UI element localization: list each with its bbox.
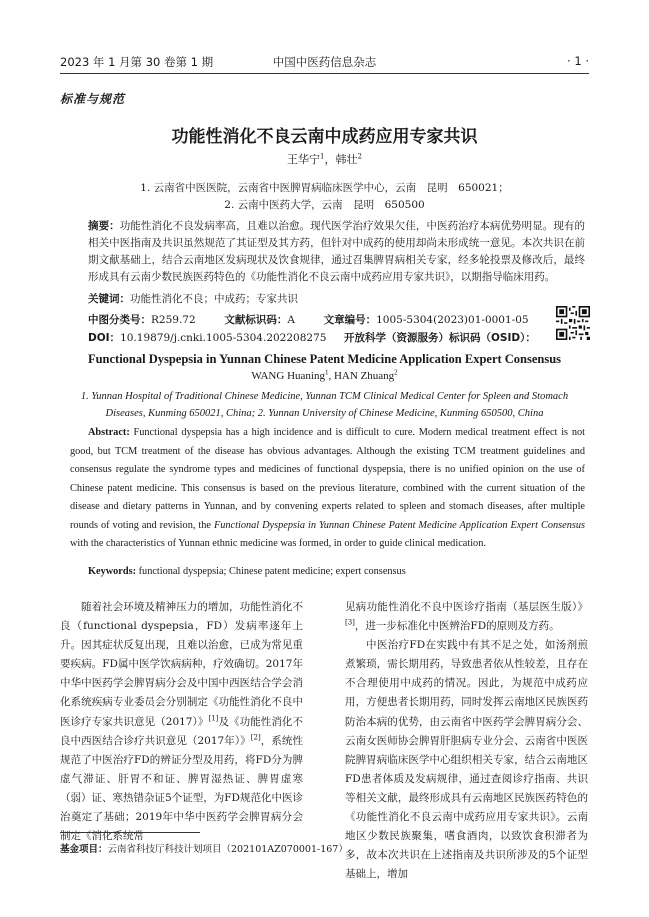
chinese-abstract <box>88 218 585 286</box>
citation[interactable]: [3] <box>345 618 355 627</box>
body-text: ，进一步标准化中医辨治FD的原则及方药。 <box>354 620 560 633</box>
english-author-list <box>0 370 649 382</box>
article-number-label: 文章编号： <box>323 314 377 326</box>
osid-line <box>344 330 536 345</box>
author-affil-mark: 2 <box>357 152 362 161</box>
section-label: 标准与规范 <box>60 92 126 106</box>
author-separator: , <box>328 370 334 382</box>
doi-label: DOI： <box>88 332 121 344</box>
footnote-rule <box>60 832 200 833</box>
author-separator: ， <box>324 153 336 166</box>
author-name: 王华宁 <box>287 153 321 166</box>
author-list <box>0 151 649 167</box>
english-abstract <box>70 424 585 554</box>
body-column-right <box>345 598 588 884</box>
chinese-keywords <box>88 291 585 306</box>
author-affil-mark: 2 <box>394 368 398 377</box>
body-paragraph <box>345 598 588 636</box>
author-name: WANG Huaning <box>251 370 325 382</box>
article-title: 功能性消化不良云南中成药应用专家共识 <box>171 127 478 147</box>
body-text: 及《功能性消化不良中西医结合诊疗共识意见（2017年）》 <box>60 715 303 747</box>
body-text: 中医治疗FD在实践中有其不足之处，如汤剂煎煮繁琐，需长期用药，导致患者依从性较差，且存在不合理使用中成药的情况。因此，为规范中成药应用，方便患者长期用药，同时发挥云南地区民族医药防治本病的优势，由云南省中医药学会脾胃病分会、云南女医师协会脾胃肝胆病专业分会、云南省中医医院脾胃病临床医学中心组织相关专家，结合云南地区FD患者体质及发病规律，通过查阅诊疗指南、共识等相关文献，最终形成具有云南地区民族医药特色的《功能性消化不良云南中成药应用专家共识》。云南地区少数民族聚集，嗜食酒肉，以致饮食积滞者为多，故本次共识在上述指南及共识所涉及的5个证型基础上，增加 <box>345 639 588 881</box>
doi-value: 10.19879/j.cnki.1005-5304.202208275 <box>120 332 327 344</box>
author-affil-mark: 1 <box>320 152 325 161</box>
citation[interactable]: [1] <box>208 714 219 723</box>
article-number-value: 1005-5304(2023)01-0001-05 <box>376 314 529 326</box>
abstract-text: 功能性消化不良发病率高，且难以治愈。现代医学治疗效果欠佳，中医药治疗本病优势明显。现有的相关中医指南及共识虽然规范了其证型及其方药，但针对中成药的使用却尚未形成统一意见。本次共识在前期文献基础上，结合云南地区发病现状及饮食规律，通过召集脾胃病相关专家，经多轮投票及修改后，最终形成具有云南少数民族医药特色的《功能性消化不良云南中成药应用专家共识》，以期指导临床用药。 <box>88 220 586 283</box>
classification-line <box>88 312 529 327</box>
doi-line <box>88 330 326 345</box>
english-title: Functional Dyspepsia in Yunnan Chinese Patent Medicine Application Expert Consensus <box>87 352 562 366</box>
page-number: · 1 · <box>567 54 589 68</box>
clc-value: R259.72 <box>151 314 196 326</box>
body-paragraph <box>60 598 303 846</box>
abstract-text: Functional dyspepsia has a high incidence and is difficult to cure. Modern medical treatment effect is not good, but TCM treatment of the disease has obvious advantages. Although the existing TCM treatment guidelines and consensus regulate the syndrome types and medicines of functional dyspepsia, there is no unified opinion on the use of Chinese patent medicine. This consensus is based on the previous literature, combined with the current situation of the disease and dietary patterns in Yunnan, and by convening experts related to spleen and stomach diseases, after multiple rounds of voting and revision, the <box>70 427 585 531</box>
doc-code-value: A <box>287 314 295 326</box>
abstract-text: with the characteristics of Yunnan ethnic medicine was formed, in order to guide clinical medication. <box>70 538 486 549</box>
abstract-label: 摘要： <box>88 220 120 232</box>
osid-label: 开放科学（资源服务）标识码（OSID）： <box>344 332 536 344</box>
body-column-left <box>60 598 303 846</box>
running-header <box>60 54 589 72</box>
keywords-label: Keywords: <box>88 566 137 577</box>
funding-footnote <box>60 841 348 855</box>
consensus-title-italic: Functional Dyspepsia in Yunnan Chinese Patent Medicine Application Expert Consensus <box>213 519 585 531</box>
english-affiliation: 1. Yunnan Hospital of Traditional Chinese Medicine, Yunnan TCM Clinical Medical Center for Spleen and Stomach Diseases, Kunming 650021, China; 2. Yunnan University of Chinese Medicine, Kunming 650500, China <box>80 391 569 419</box>
affiliation-2: 2. 云南中医药大学，云南 昆明 650500 <box>224 199 425 211</box>
english-keywords <box>88 566 585 577</box>
author-affil-mark: 1 <box>324 368 329 377</box>
body-text: ，系统性规范了中医治疗FD的辨证分型及用药，将FD分为脾虚气滞证、肝胃不和证、脾胃湿热证、脾胃虚寒（弱）证、寒热错杂证5个证型，为FD规范化中医诊治奠定了基础；2019年中华中医药学会脾胃病分会制定《消化系统常 <box>60 734 303 843</box>
author-name: HAN Zhuang <box>333 370 395 382</box>
keywords-label: 关键词： <box>88 293 130 305</box>
footnote-text: 云南省科技厅科技计划项目（202101AZ070001-167） <box>107 844 348 855</box>
keywords-text: 功能性消化不良；中成药；专家共识 <box>130 293 298 305</box>
body-paragraph <box>345 636 588 884</box>
body-text: 见病功能性消化不良中医诊疗指南（基层医生版）》 <box>345 601 588 613</box>
clc-label: 中图分类号： <box>88 314 151 326</box>
doc-code-label: 文献标识码： <box>224 314 288 326</box>
affiliation-1: 1. 云南省中医医院，云南省中医脾胃病临床医学中心，云南 昆明 650021； <box>140 182 509 194</box>
citation[interactable]: [2] <box>250 733 261 742</box>
abstract-label: Abstract: <box>88 427 130 438</box>
qr-code-icon[interactable] <box>556 306 590 340</box>
body-text: 随着社会环境及精神压力的增加，功能性消化不良（functional dyspepsia，FD）发病率逐年上升。因其症状反复出现，且难以治愈，已成为常见重要疾病。FD属中医学饮病病种，疗效确切。2017年中华中医药学会脾胃病分会及中国中西医结合学会消化系统疾病专业委员会分别制定《功能性消化不良中医诊疗专家共识意见（2017）》 <box>60 601 303 728</box>
footnote-label: 基金项目： <box>60 844 108 855</box>
journal-name: 中国中医药信息杂志 <box>272 55 377 69</box>
header-rule <box>60 73 589 74</box>
author-name: 韩壮 <box>335 153 358 166</box>
issue-info: 2023 年 1 月第 30 卷第 1 期 <box>60 55 214 69</box>
keywords-text: functional dyspepsia; Chinese patent medicine; expert consensus <box>136 566 406 577</box>
